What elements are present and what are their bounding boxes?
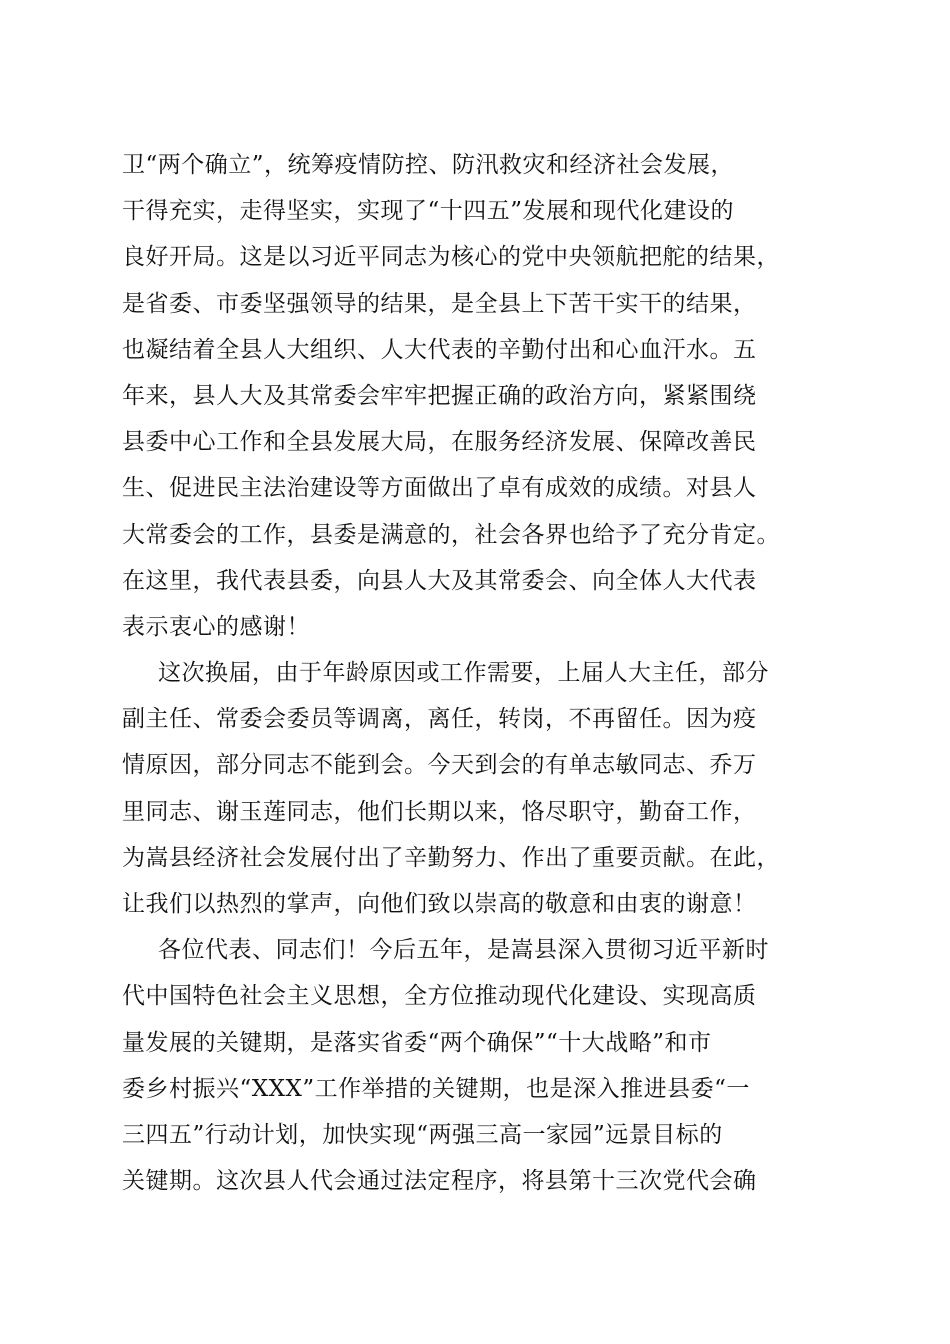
- text-line: 县委中心工作和全县发展大局，在服务经济发展、保障改善民: [122, 429, 757, 456]
- text-line: 干得充实，走得坚实，实现了“十四五”发展和现代化建设的: [122, 198, 735, 225]
- text-line: 关键期。这次县人代会通过法定程序，将县第十三次党代会确: [122, 1168, 757, 1195]
- paragraph-start-line: 各位代表、同志们！今后五年，是嵩县深入贯彻习近平新时: [158, 937, 769, 964]
- text-line: 卫“两个确立”，统筹疫情防控、防汛救灾和经济社会发展，: [122, 152, 735, 178]
- text-line: 量发展的关键期，是落实省委“两个确保”“十大战略”和市: [122, 1029, 712, 1056]
- text-line: 年来，县人大及其常委会牢牢把握正确的政治方向，紧紧围绕: [122, 382, 757, 409]
- text-line: 让我们以热烈的掌声，向他们致以崇高的敬意和由衷的谢意！: [122, 891, 757, 917]
- text-line: 副主任、常委会委员等调离，离任，转岗，不再留任。因为疫: [122, 706, 757, 733]
- text-line: 表示衷心的感谢！: [122, 613, 310, 640]
- text-line: 代中国特色社会主义思想，全方位推动现代化建设、实现高质: [122, 983, 757, 1010]
- text-line: 为嵩县经济社会发展付出了辛勤努力、作出了重要贡献。在此，: [122, 844, 780, 871]
- text-line: 在这里，我代表县委，向县人大及其常委会、向全体人大代表: [122, 567, 757, 594]
- text-line: 也凝结着全县人大组织、人大代表的辛勤付出和心血汗水。五: [122, 336, 757, 363]
- text-line: 情原因，部分同志不能到会。今天到会的有单志敏同志、乔万: [122, 752, 757, 779]
- text-line: 三四五”行动计划，加快实现“两强三高一家园”远景目标的: [122, 1121, 723, 1148]
- text-line: 是省委、市委坚强领导的结果，是全县上下苦干实干的结果，: [122, 290, 757, 317]
- text-line: 良好开局。这是以习近平同志为核心的党中央领航把舵的结果，: [122, 244, 780, 271]
- text-line: 大常委会的工作，县委是满意的，社会各界也给予了充分肯定。: [122, 521, 780, 548]
- text-line: 生、促进民主法治建设等方面做出了卓有成效的成绩。对县人: [122, 475, 757, 502]
- body-text: [122, 142, 842, 1204]
- text-line: 委乡村振兴“XXX”工作举措的关键期，也是深入推进县委“一: [122, 1075, 750, 1102]
- text-line: 里同志、谢玉莲同志，他们长期以来，恪尽职守，勤奋工作，: [122, 798, 757, 825]
- paragraph-start-line: 这次换届，由于年龄原因或工作需要，上届人大主任，部分: [158, 660, 769, 687]
